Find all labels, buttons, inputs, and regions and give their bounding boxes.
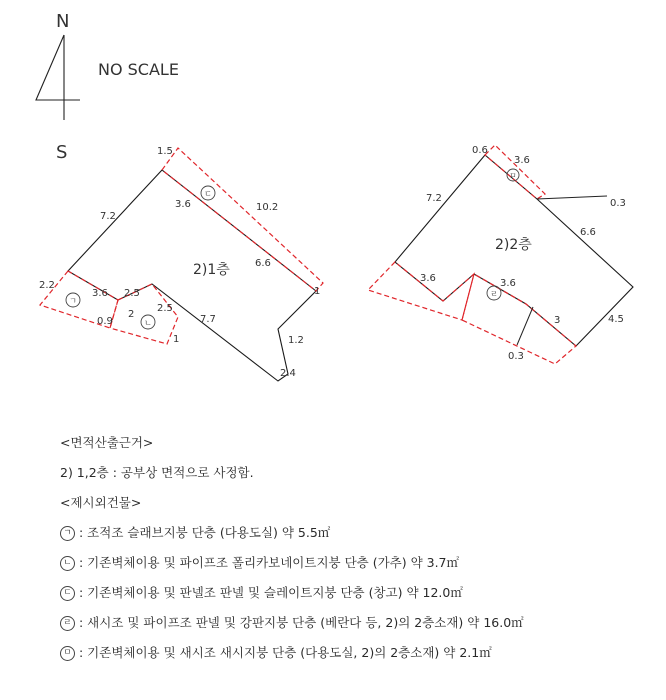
f1-dim-c-width: 3.6 <box>175 199 191 210</box>
south-label: S <box>56 142 68 163</box>
f1-dim-bottom-diag: 7.7 <box>200 314 216 325</box>
excluded-item <box>60 518 660 548</box>
excluded-item <box>60 578 660 608</box>
floor1-annex-c <box>162 148 323 291</box>
f2-dim-top: 0.6 <box>472 145 488 156</box>
floor2-label: 2)2층 <box>495 237 532 253</box>
floor1-annex-b <box>110 284 178 344</box>
f2-dim-e-length: 3.6 <box>514 155 530 166</box>
floor1-mark-a <box>66 293 80 307</box>
area-basis-heading: <면적산출근거> <box>60 435 154 450</box>
f2-dim-d-mid: 3.6 <box>500 278 516 289</box>
svg-text:ㄹ: ㄹ <box>490 289 498 299</box>
item-text: : 기존벽체이용 및 판넬조 판넬 및 슬레이트지붕 단층 (창고) 약 12.0㎡ <box>79 585 463 600</box>
floor2-mark-d <box>487 286 501 300</box>
floor1-plan <box>40 148 323 381</box>
floor1-mark-b <box>141 315 155 329</box>
f1-dim-left-diag: 7.2 <box>100 211 116 222</box>
floor2-plan <box>368 145 633 364</box>
floor1-label: 2)1층 <box>193 262 230 278</box>
f1-dim-c-length: 10.2 <box>256 202 279 213</box>
area-basis-text: 2) 1,2층 : 공부상 면적으로 사정함. <box>60 465 254 480</box>
f1-dim-a-depth: 0.9 <box>97 316 113 327</box>
item-text: : 기존벽체이용 및 새시조 새시지붕 단층 (다용도실, 2)의 2층소재) 약 2.1㎡ <box>79 645 492 660</box>
f2-dim-right-diag: 6.6 <box>580 227 596 238</box>
f1-dim-right-diag: 6.6 <box>255 258 271 269</box>
excluded-item <box>60 638 660 668</box>
f1-dim-right-notch: 1.2 <box>288 335 304 346</box>
f2-dim-d-left: 3.6 <box>420 273 436 284</box>
item-text: : 새시조 및 파이프조 판넬 및 강판지붕 단층 (베란다 등, 2)의 2층소재) 약 16.0㎡ <box>79 615 524 630</box>
item-mark-a: ㄱ <box>60 526 75 541</box>
floor1-outline <box>68 170 316 381</box>
f2-dim-left-diag: 7.2 <box>426 193 442 204</box>
f2-dim-d-width: 0.3 <box>508 351 524 362</box>
floor1-mark-c <box>201 186 215 200</box>
f1-dim-right-end: 1 <box>314 286 321 297</box>
f1-dim-bottom: 2.4 <box>280 368 296 379</box>
f1-dim-b-width: 2.5 <box>157 303 173 314</box>
f1-dim-b-depth: 1 <box>173 334 180 345</box>
f2-dim-right-end: 4.5 <box>608 314 624 325</box>
f2-leader-bottom <box>517 307 533 345</box>
f1-dim-top: 1.5 <box>157 146 173 157</box>
item-mark-e: ㅁ <box>60 646 75 661</box>
f1-dim-a-width: 3.6 <box>92 288 108 299</box>
north-arrow-icon <box>36 35 80 120</box>
f2-dim-e-width: 0.3 <box>610 198 626 209</box>
item-text: : 조적조 슬래브지붕 단층 (다용도실) 약 5.5㎡ <box>79 525 331 540</box>
f1-dim-step: 2.5 <box>124 288 140 299</box>
notes-section <box>60 428 660 668</box>
f1-dim-a-length: 2.2 <box>39 280 55 291</box>
floor2-mark-e <box>507 169 519 181</box>
f2-leader-top <box>537 196 607 199</box>
excluded-heading: <제시외건물> <box>60 495 142 510</box>
excluded-item <box>60 608 660 638</box>
svg-text:ㅁ: ㅁ <box>509 171 517 180</box>
floor2-annex-d <box>368 262 474 320</box>
item-mark-d: ㄹ <box>60 616 75 631</box>
item-mark-b: ㄴ <box>60 556 75 571</box>
north-label: N <box>56 11 70 32</box>
svg-text:ㄴ: ㄴ <box>144 318 152 328</box>
item-text: : 기존벽체이용 및 파이프조 폴리카보네이트지붕 단층 (가추) 약 3.7㎡ <box>79 555 460 570</box>
f1-dim-notch: 2 <box>128 309 135 320</box>
excluded-item <box>60 548 660 578</box>
svg-text:ㄷ: ㄷ <box>204 189 212 199</box>
scale-note: NO SCALE <box>98 60 179 79</box>
item-mark-c: ㄷ <box>60 586 75 601</box>
svg-text:ㄱ: ㄱ <box>69 296 77 306</box>
f2-dim-d-step: 3 <box>554 315 561 326</box>
